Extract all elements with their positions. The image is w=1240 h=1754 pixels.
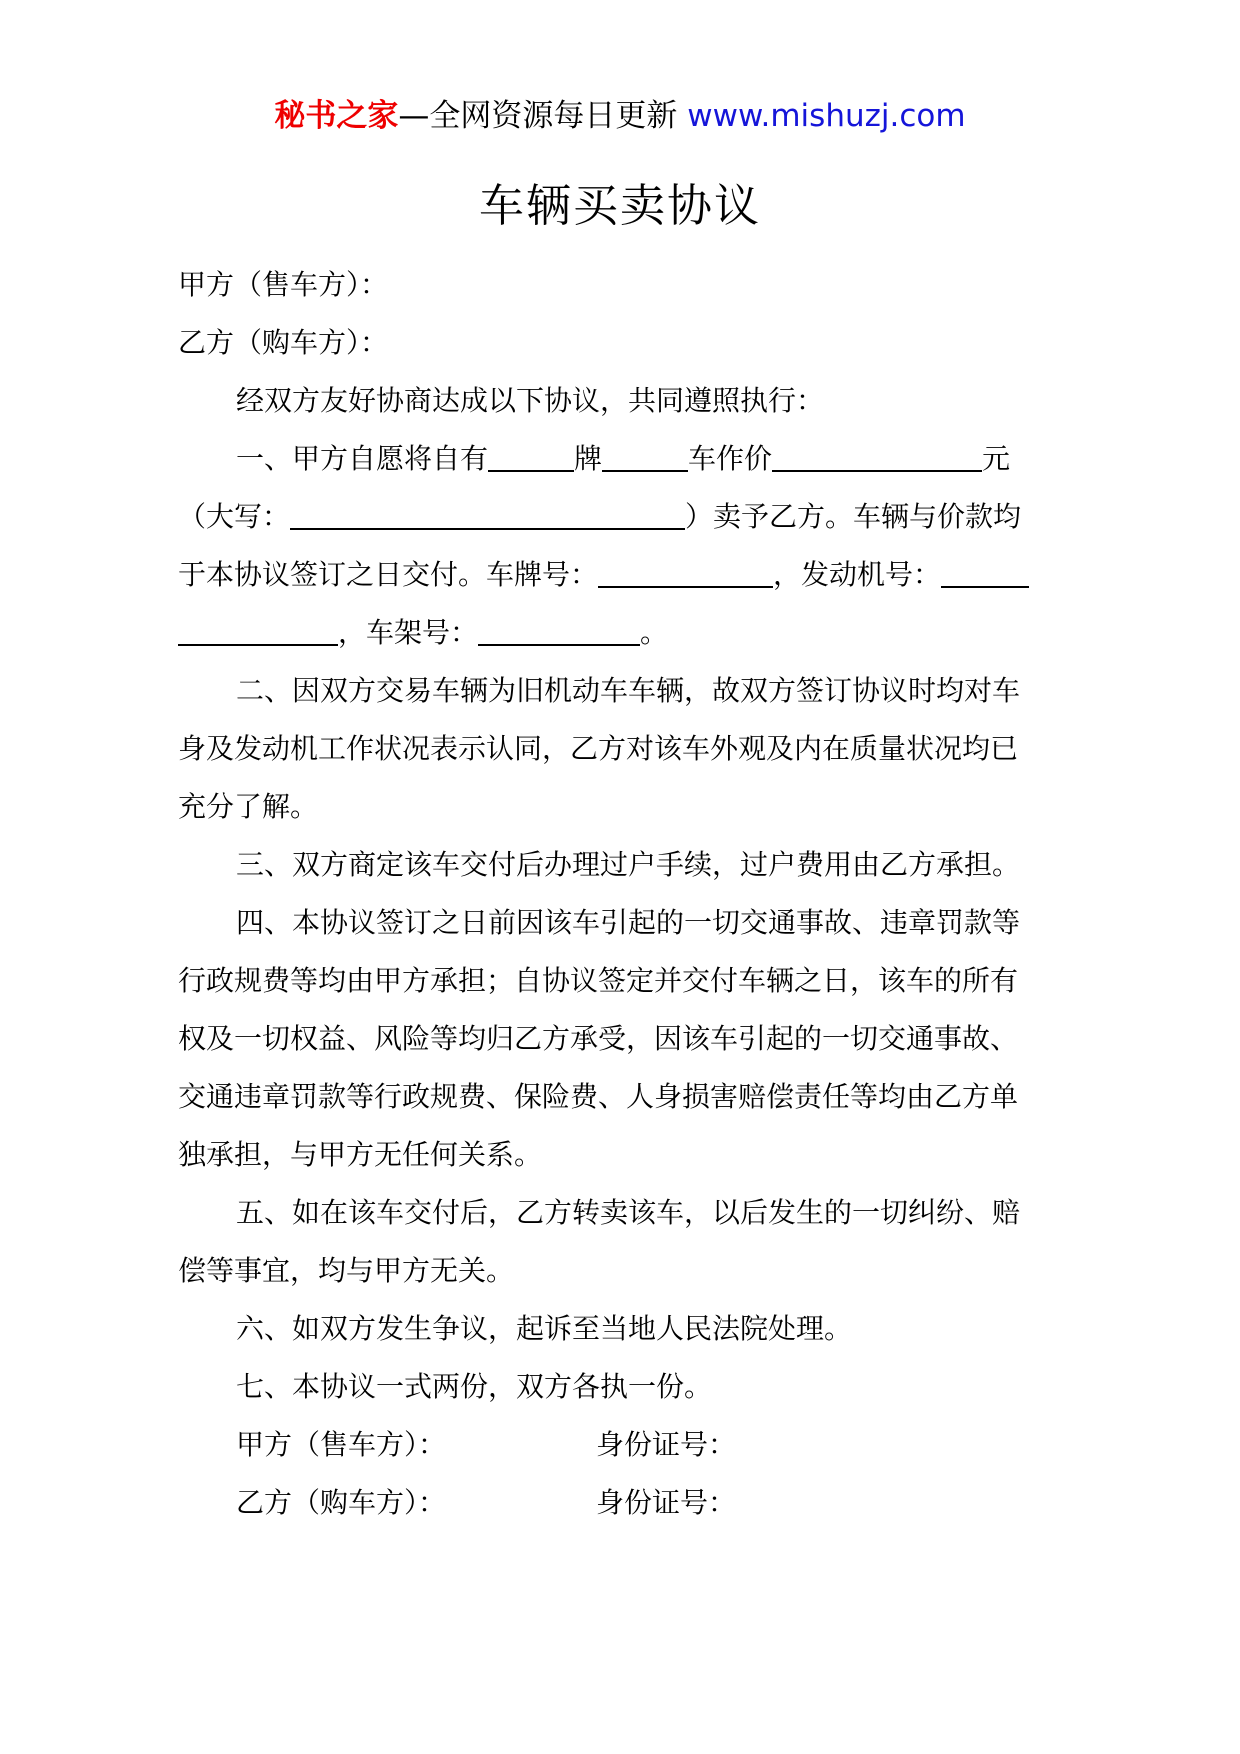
clause-1-text-6: ）卖予乙方。车辆与价款均 (685, 500, 1022, 533)
clause-2 (178, 662, 1058, 836)
engine-number-blank (941, 556, 1029, 588)
car-brand-blank (602, 440, 688, 472)
clause-2-line: 身及发动机工作状况表示认同，乙方对该车外观及内在质量状况均已 (178, 732, 1019, 765)
party-b-line: 乙方（购车方）： (178, 326, 389, 359)
party-a-line: 甲方（售车方）： (178, 268, 389, 301)
clause-1-text-7: 于本协议签订之日交付。车牌号： (178, 558, 599, 591)
clause-1-text-2: 牌 (574, 442, 603, 475)
clause-2-line: 充分了解。 (178, 790, 319, 823)
frame-number-blank (478, 614, 640, 646)
seller-signature-row (178, 1416, 1058, 1474)
clause-1-text-4: 元 (982, 442, 1011, 475)
price-in-words-blank (290, 498, 685, 530)
clause-1-text-3: 车作价 (688, 442, 773, 475)
clause-4-line: 交通违章罚款等行政规费、保险费、人身损害赔偿责任等均由乙方单 (178, 1080, 1019, 1113)
clause-4-line: 独承担，与甲方无任何关系。 (178, 1138, 543, 1171)
buyer-id-label: 身份证号： (596, 1486, 737, 1519)
clause-1 (178, 430, 1058, 662)
clause-1-line-3 (178, 546, 1058, 604)
clause-1-text-1: 一、甲方自愿将自有 (236, 442, 489, 475)
clause-5 (178, 1184, 1058, 1300)
engine-number-blank-cont (178, 614, 338, 646)
price-blank (772, 440, 982, 472)
clause-4-line: 行政规费等均由甲方承担；自协议签定并交付车辆之日，该车的所有 (178, 964, 1019, 997)
buyer-signature-row (178, 1474, 1058, 1532)
site-url-link[interactable]: www.mishuzj.com (687, 98, 966, 134)
intro-paragraph: 经双方友好协商达成以下协议，共同遵照执行： (236, 384, 825, 417)
seller-id-label: 身份证号： (596, 1428, 737, 1461)
clause-4-line: 权及一切权益、风险等均归乙方承受，因该车引起的一切交通事故、 (178, 1022, 1019, 1055)
document-title: 车辆买卖协议 (478, 179, 761, 232)
site-header (0, 96, 1240, 136)
clause-1-text-8: ，发动机号： (773, 558, 942, 591)
site-tagline: —全网资源每日更新 (398, 98, 678, 134)
seller-label: 甲方（售车方）： (236, 1428, 447, 1461)
clause-1-text-9: ，车架号： (338, 616, 479, 649)
clause-4 (178, 894, 1058, 1184)
clause-6: 六、如双方发生争议，起诉至当地人民法院处理。 (236, 1312, 853, 1345)
clause-1-line-2 (178, 488, 1058, 546)
clause-3: 三、双方商定该车交付后办理过户手续，过户费用由乙方承担。 (236, 848, 1021, 881)
brand-name: 秘书之家 (274, 98, 399, 134)
clause-1-line-4 (178, 604, 1058, 662)
buyer-label: 乙方（购车方）： (236, 1486, 447, 1519)
car-owner-blank (488, 440, 574, 472)
clause-1-text-10: 。 (640, 616, 669, 649)
plate-number-blank (598, 556, 773, 588)
clause-1-text-5: （大写： (178, 500, 291, 533)
clause-5-line: 偿等事宜，均与甲方无关。 (178, 1254, 515, 1287)
clause-4-line: 四、本协议签订之日前因该车引起的一切交通事故、违章罚款等 (236, 906, 1021, 939)
clause-1-line-1 (178, 430, 1058, 488)
clause-7: 七、本协议一式两份，双方各执一份。 (236, 1370, 713, 1403)
clause-2-line: 二、因双方交易车辆为旧机动车车辆，故双方签订协议时均对车 (236, 674, 1021, 707)
document-body (178, 256, 1058, 1532)
clause-5-line: 五、如在该车交付后，乙方转卖该车，以后发生的一切纠纷、赔 (236, 1196, 1021, 1229)
